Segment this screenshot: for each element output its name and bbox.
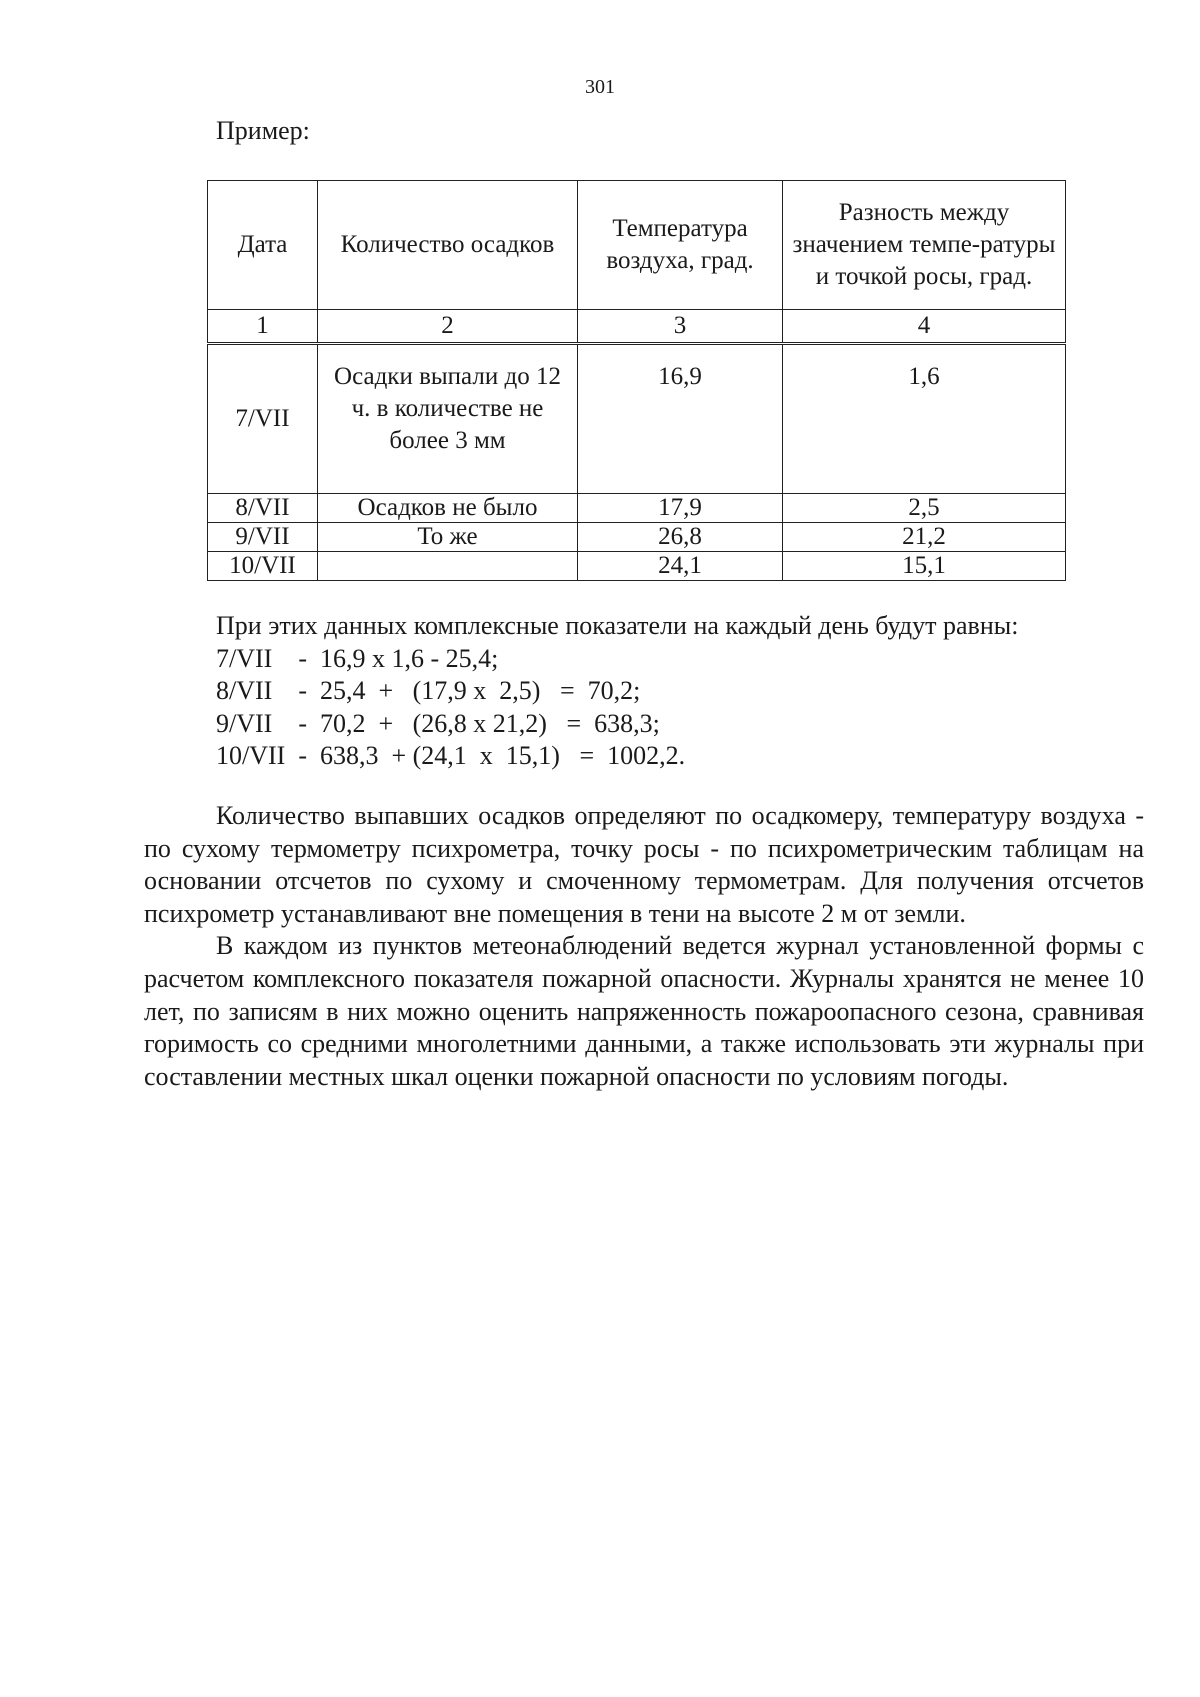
precipitation-cell: То же	[318, 523, 578, 552]
column-number-row	[208, 310, 1066, 344]
header-air-temperature: Температура воздуха, град.	[578, 181, 783, 310]
date-cell: 8/VII	[208, 494, 318, 523]
page-number: 301	[585, 76, 615, 98]
precipitation-cell	[318, 552, 578, 581]
paragraph: Количество выпавших осадков определяют по осадкомеру, температуру воздуха - по сухому термометру психрометра, точку росы - по психрометрическим таблицам на основании отсчетов по сухому и смоченному термометрам. Для получения отсчетов психрометр устанавливают вне помещения в тени на высоте 2 м от земли.	[144, 801, 1144, 928]
table-row	[208, 344, 1066, 494]
table-row	[208, 494, 1066, 523]
calculation-block	[216, 610, 1018, 773]
calculation-line: 7/VII - 16,9 х 1,6 - 25,4;	[216, 643, 499, 673]
column-number: 3	[578, 310, 783, 344]
temperature-cell: 17,9	[578, 494, 783, 523]
table-header-row	[208, 181, 1066, 310]
weather-table	[207, 180, 1066, 581]
date-cell: 9/VII	[208, 523, 318, 552]
example-label: Пример:	[216, 116, 310, 145]
temperature-cell: 16,9	[578, 344, 783, 494]
date-cell: 10/VII	[208, 552, 318, 581]
calculation-line: 10/VII - 638,3 + (24,1 х 15,1) = 1002,2.	[216, 741, 686, 771]
temperature-cell: 26,8	[578, 523, 783, 552]
calculation-line: 8/VII - 25,4 + (17,9 х 2,5) = 70,2;	[216, 676, 641, 706]
precipitation-cell: Осадки выпали до 12 ч. в количестве не более 3 мм	[318, 344, 578, 494]
difference-cell: 21,2	[783, 523, 1066, 552]
difference-cell: 15,1	[783, 552, 1066, 581]
header-date: Дата	[208, 181, 318, 310]
calculation-line: 9/VII - 70,2 + (26,8 х 21,2) = 638,3;	[216, 708, 660, 738]
table-row	[208, 523, 1066, 552]
column-number: 1	[208, 310, 318, 344]
header-precipitation: Количество осадков	[318, 181, 578, 310]
column-number: 2	[318, 310, 578, 344]
temperature-cell: 24,1	[578, 552, 783, 581]
body-text	[144, 800, 1144, 1093]
column-number: 4	[783, 310, 1066, 344]
header-dew-point-difference: Разность между значением темпе-ратуры и точкой росы, град.	[783, 181, 1066, 310]
date-cell: 7/VII	[208, 344, 318, 494]
calculation-intro: При этих данных комплексные показатели на каждый день будут равны:	[216, 611, 1019, 640]
precipitation-cell: Осадков не было	[318, 494, 578, 523]
table-row	[208, 552, 1066, 581]
difference-cell: 1,6	[783, 344, 1066, 494]
paragraph: В каждом из пунктов метеонаблюдений ведется журнал установленной формы с расчетом комплексного показателя пожарной опасности. Журналы хранятся не менее 10 лет, по записям в них можно оценить напряженность пожароопасного сезона, сравнивая горимость со средними многолетними данными, а также использовать эти журналы при составлении местных шкал оценки пожарной опасности по условиям погоды.	[144, 931, 1144, 1091]
difference-cell: 2,5	[783, 494, 1066, 523]
